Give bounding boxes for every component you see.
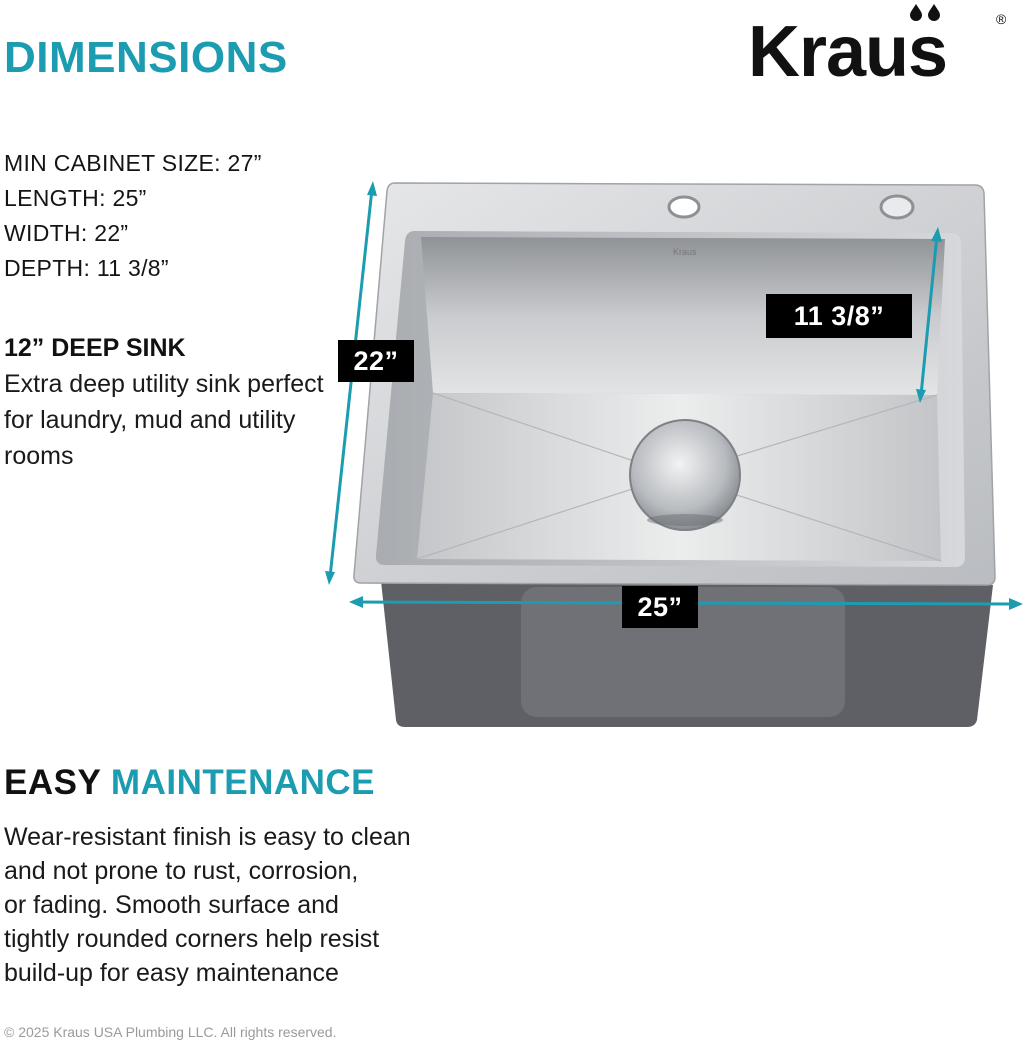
sink-stamp: Kraus xyxy=(673,247,697,257)
spec-length: LENGTH: 25” xyxy=(4,185,147,211)
maintenance-heading xyxy=(4,758,375,808)
maintenance-line: tightly rounded corners help resist xyxy=(4,925,380,953)
svg-text:Kraus: Kraus xyxy=(748,12,948,84)
spec-width: WIDTH: 22” xyxy=(4,220,129,246)
spec-list xyxy=(4,146,262,286)
length-dimension-label: 25” xyxy=(622,586,698,628)
spec-cabinet: MIN CABINET SIZE: 27” xyxy=(4,150,262,176)
maintenance-heading-accent: MAINTENANCE xyxy=(110,763,376,802)
copyright-footer: © 2025 Kraus USA Plumbing LLC. All rights reserved. xyxy=(4,1024,337,1040)
maintenance-line: or fading. Smooth surface and xyxy=(4,891,339,919)
maintenance-line: and not prone to rust, corrosion, xyxy=(4,857,359,885)
sink-illustration xyxy=(325,175,1024,735)
spec-depth: DEPTH: 11 3/8” xyxy=(4,255,169,281)
maintenance-heading-plain: EASY xyxy=(4,763,101,802)
deep-sink-description: Extra deep utility sink perfect for laundry, mud and utility rooms xyxy=(4,370,324,470)
faucet-hole-cover-icon xyxy=(881,196,913,218)
svg-text:®: ® xyxy=(996,11,1007,27)
maintenance-line: build-up for easy maintenance xyxy=(4,959,339,987)
page-title: DIMENSIONS xyxy=(4,33,288,82)
maintenance-description xyxy=(4,820,474,990)
width-dimension-label: 22” xyxy=(338,340,414,382)
depth-dimension-label: 11 3/8” xyxy=(766,294,912,338)
faucet-hole-icon xyxy=(669,197,699,217)
drain-icon xyxy=(630,420,740,530)
maintenance-line: Wear-resistant finish is easy to clean xyxy=(4,823,411,851)
brand-logo xyxy=(748,0,1010,84)
deep-sink-title: 12” DEEP SINK xyxy=(4,334,186,362)
